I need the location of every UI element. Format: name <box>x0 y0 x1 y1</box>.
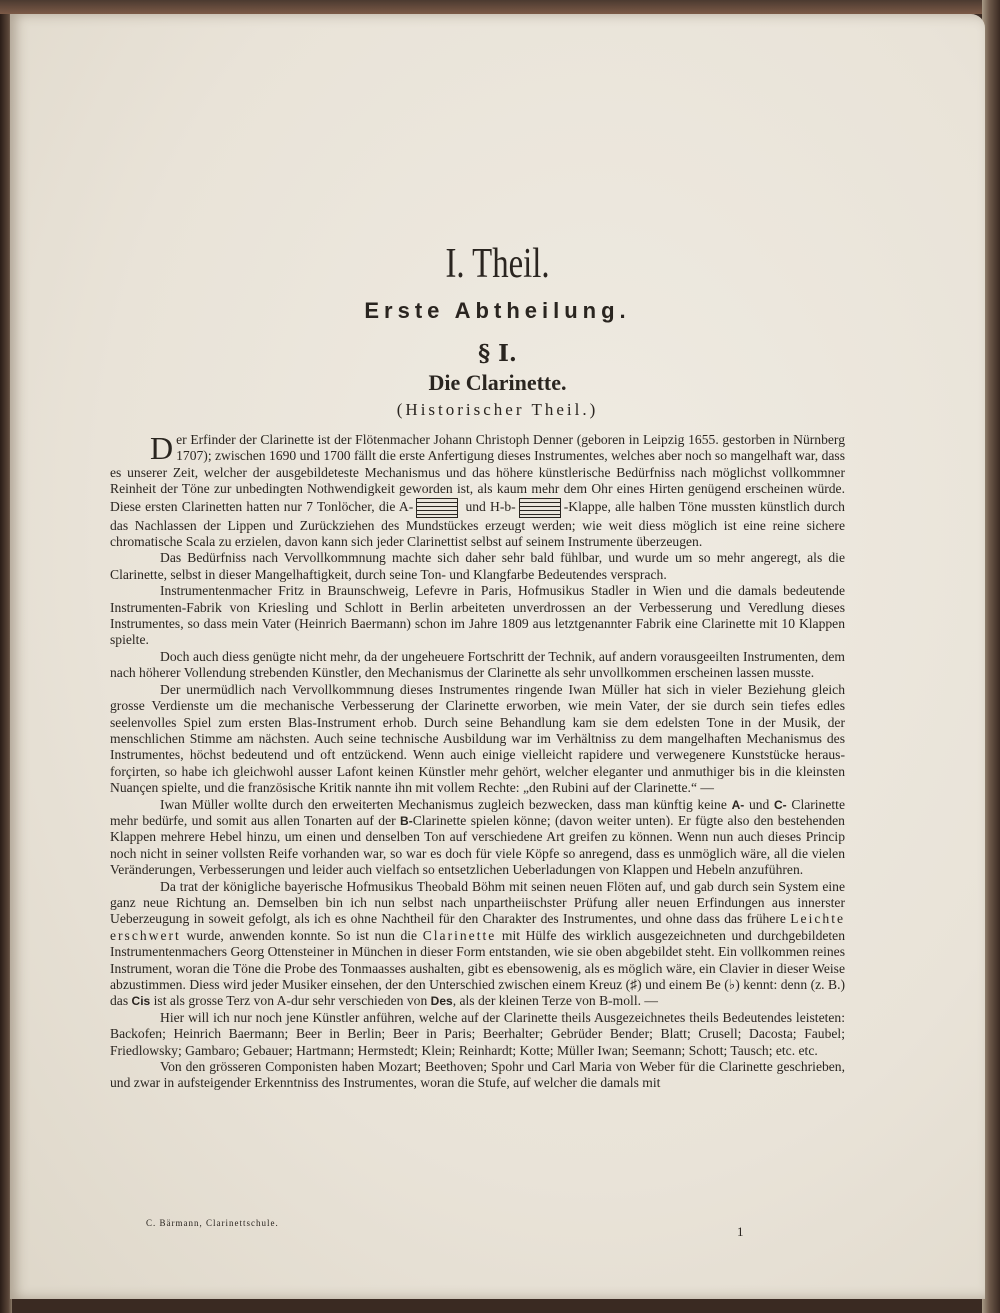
paragraph <box>110 879 845 1010</box>
text-run: Da trat der königliche bayerische Hofmusikus Theobald Böhm mit seinen neuen Flöten auf, und gab durch sein System eine ganz neue Richtung an. Demselben bin ich nun selbst nach unpartheiischster Prüfung aller neuen Erfindungen aus innerster Ueberzeugung in soweit gefolgt, als ich es ohne Nachtheil für den Charakter des Instrumentes, und ohne dass das frühere <box>110 878 845 927</box>
paragraph: Das Bedürfniss nach Vervollkommnung machte sich daher sehr bald fühlbar, und wurde um so mehr angeregt, als die Clarinette, selbst in dieser Mangelhaftigkeit, durch seine Ton- und Klangfarbe Bedeutendes versprach. <box>110 550 845 582</box>
division-heading: Erste Abtheilung. <box>364 298 631 323</box>
text-run: Clarinette spielen könne; (davon weiter unten). Er fügte also den bestehenden Klappen mehrere Hebel hinzu, um einen und denselben Ton auf verschiedene Art greifen zu können. Wenn nun auch dieses Princip noch nicht in seiner vollsten Reife vorhanden war, so war es doch für viele Köpfe so anregend, dass es unmöglich wäre, all die vielen Veränderungen, Verbesserungen und leider auch vielfach so entsetzlichen Ueberladungen von Klappen und Hebeln anzuführen. <box>110 812 845 878</box>
emphasis: B- <box>400 813 413 828</box>
page-top-edge <box>0 0 1000 14</box>
paragraph <box>110 797 845 879</box>
paragraph: Doch auch diess genügte nicht mehr, da der ungeheuere Fortschritt der Technik, auf andern vorausgeeilten Instrumenten, dem nach höherer Vollendung strebenden Künstler, den Mechanismus der Clarinette als sehr unvollkommen erscheinen lassen musste. <box>110 648 845 681</box>
paragraph: Der unermüdlich nach Vervollkommnung dieses Instrumentes ringende Iwan Müller hat sich in vieler Beziehung gleich grosse Verdienste um die mechanische Verbesserung der Clarinette erworben, wie mein Vater, der sie durch sein tiefes edles seelenvolles Spiel zum ersten Blas-Instrument erhob. Durch seine Behandlung kam sie dem edelsten Tone in der Musik, der menschlichen Stimme am nächsten. Auch seine technische Ausbildung war im Verhältniss zu dem mangelhaften Mechanismus des Instrumentes, höchst bedeutend und oft entzückend. Wenn auch einige vielleicht rapidere und verwegenere Kunststücke heraus-forçirten, so habe ich gleichwohl ausser Lafont keinen Künstler mehr gehört, welcher eleganter und anmuthiger bis in die kleinsten Nuançen spielte, und die französische Kritik nannte ihn mit vollem Rechte: „den Rubini auf der Clarinette.“ — <box>110 681 845 796</box>
text-run: -Klappe, alle halben Töne mussten künstlich durch das Nachlassen der Lippen und Zurückziehen des Mundstückes erzeugt werden; wie weit diess möglich ist eine reine sichere chromatische Scala zu erzielen, davon kann sich jeder Clarinettist selbst auf seinem Instrumente überzeugen. <box>110 498 845 550</box>
music-notation-hb-icon <box>519 498 561 518</box>
text-run: , als der kleinen Terze von B-moll. — <box>452 993 658 1009</box>
music-notation-a-icon <box>416 498 458 518</box>
text-run: Iwan Müller wollte durch den erweiterten Mechanismus zugleich bezwecken, dass man künftig keine <box>160 796 727 812</box>
drop-cap: D <box>150 430 174 466</box>
paragraph: Von den grösseren Componisten haben Mozart; Beethoven; Spohr und Carl Maria von Weber für die Clarinette geschrieben, und zwar in aufsteigender Erkenntniss des Instrumentes, woran die Stufe, auf welcher die damals mit <box>110 1059 845 1091</box>
text-run: Clarinette mehr bedürfe, und somit aus allen Tonarten auf der <box>110 796 845 828</box>
emphasis: Clarinette <box>422 927 497 943</box>
part-heading: I. Theil. <box>445 241 550 287</box>
emphasis: erschwert <box>110 927 181 943</box>
chapter-title: Die Clarinette. <box>428 370 567 395</box>
text-run: er Erfinder der Clarinette ist der Flötenmacher Johann Christoph Denner (geboren in Leipzig 1655. gestorben in Nürnberg 1707); zwischen 1690 und 1700 fällt die erste Anfertigung dieses Instrumentes, welches aber noch so mangelhaft war, dass es unserer Zeit, welcher der ausgebildeteste Mechanismus und das höhere künstlerische Bedürfniss nach möglichst vollkommner Reinheit der Töne zur unbedingten Nothwendigkeit geworden ist, als kaum mehr dem Ohr eines Hirten genügend erscheinen würde. Diese ersten Clarinetten hatten nur 7 Tonlöcher, die A- <box>110 432 845 514</box>
emphasis: Cis <box>131 994 151 1009</box>
text-run: ist als grosse Terz von A-dur sehr verschieden von <box>153 993 428 1009</box>
text-run: mit Hülfe des wirklich ausgezeichneten und durchgebildeten Instrumentenmachers Georg Ottensteiner in München in dieser Form entstanden, wie sie oben abgebildet steht. Ein vollkommen reines Instrument, woran die Töne die Probe des Tonmaasses aushalten, gibt es ebensowenig, als es möglich wäre, ein Clavier in dieser Weise abzustimmen. Diess wird jeder Musiker einsehen, der den Unterschied zwischen einem Kreuz (♯) und einem Be (♭) kennt: denn (z. B.) das <box>110 927 846 1009</box>
text-run: und <box>748 796 770 812</box>
emphasis: A- <box>731 797 745 812</box>
text-run: wurde, anwenden konnte. So ist nun die <box>186 927 418 943</box>
document-page <box>10 14 985 1299</box>
chapter-subtitle: (Historischer Theil.) <box>396 400 599 419</box>
emphasis: Leichte <box>790 911 846 927</box>
body-text <box>110 432 845 1092</box>
emphasis: Des <box>430 994 453 1009</box>
text-run: und H-b- <box>465 498 516 514</box>
paragraph <box>110 432 845 550</box>
page-number: 1 <box>737 1224 744 1239</box>
paragraph: Hier will ich nur noch jene Künstler anführen, welche auf der Clarinette theils Ausgezeichnetes theils Bedeutendes leisteten: Backofen; Heinrich Baermann; Beer in Berlin; Beer in Paris; Beerhalter; Gebrüder Bender; Blatt; Crusell; Dacosta; Faubel; Friedlowsky; Gambaro; Gebauer; Hartmann; Hermstedt; Klein; Reinhardt; Kotte; Müller Iwan; Seemann; Schott; Tausch; etc. etc. <box>110 1009 845 1058</box>
paragraph: Instrumentenmacher Fritz in Braunschweig, Lefevre in Paris, Hofmusikus Stadler in Wien und die damals bedeutende Instrumenten-Fabrik von Kriesling und Schlott in Berlin arbeiteten unverdrossen an der Verbesserung und Veredlung dieses Instrumentes, so dass mein Vater (Heinrich Baermann) schon im Jahre 1809 aus letztgenannter Fabrik eine Clarinette mit 10 Klappen spielte. <box>110 583 845 648</box>
emphasis: C- <box>774 797 787 812</box>
section-heading: § I. <box>478 340 517 367</box>
footer-credit: C. Bärmann, Clarinettschule. <box>146 1218 279 1228</box>
